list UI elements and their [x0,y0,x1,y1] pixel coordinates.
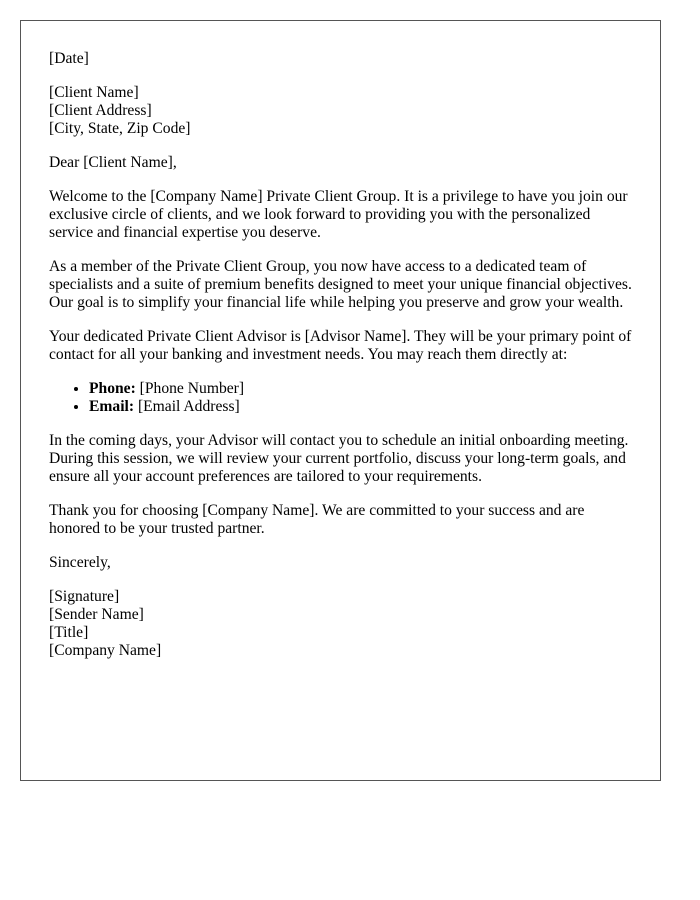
contact-item-email [89,398,632,416]
salutation-text: Dear [Client Name], [49,154,177,171]
recipient-name: [Client Name] [49,84,139,101]
date-line [49,50,632,68]
valediction [49,554,632,572]
signature-placeholder: [Signature] [49,588,120,605]
phone-label: Phone: [89,380,136,397]
recipient-address: [Client Address] [49,102,152,119]
benefits-paragraph: As a member of the Private Client Group, you now have access to a dedicated team of specialists and a suite of premium benefits designed to meet your unique financial objectives. Our goal is to simplify your financial life while helping you preserve and grow your wealth. [49,258,632,311]
signature-block [49,588,632,660]
advisor-paragraph: Your dedicated Private Client Advisor is [Advisor Name]. They will be your primary point of contact for all your banking and investment needs. You may reach them directly at: [49,328,632,363]
sender-name: [Sender Name] [49,606,144,623]
contact-item-phone [89,380,632,398]
date-text: [Date] [49,50,89,67]
onboarding-paragraph: In the coming days, your Advisor will contact you to schedule an initial onboarding meeting. During this session, we will review your current portfolio, discuss your long-term goals, and ensure all your account preferences are tailored to your requirements. [49,432,629,485]
contact-list [49,380,632,416]
email-label: Email: [89,398,135,415]
letter-page [20,20,661,781]
recipient-city-state-zip: [City, State, Zip Code] [49,120,191,137]
phone-value: [Phone Number] [135,380,245,397]
thank-you-paragraph: Thank you for choosing [Company Name]. We are committed to your success and are honored to be your trusted partner. [49,502,585,537]
salutation [49,154,632,172]
valediction-text: Sincerely, [49,554,111,571]
welcome-paragraph: Welcome to the [Company Name] Private Client Group. It is a privilege to have you join our exclusive circle of clients, and we look forward to providing you with the personalized service and financial expertise you deserve. [49,188,628,241]
email-value: [Email Address] [134,398,240,415]
sender-title: [Title] [49,624,89,641]
sender-company: [Company Name] [49,642,162,659]
recipient-address-block [49,84,632,138]
